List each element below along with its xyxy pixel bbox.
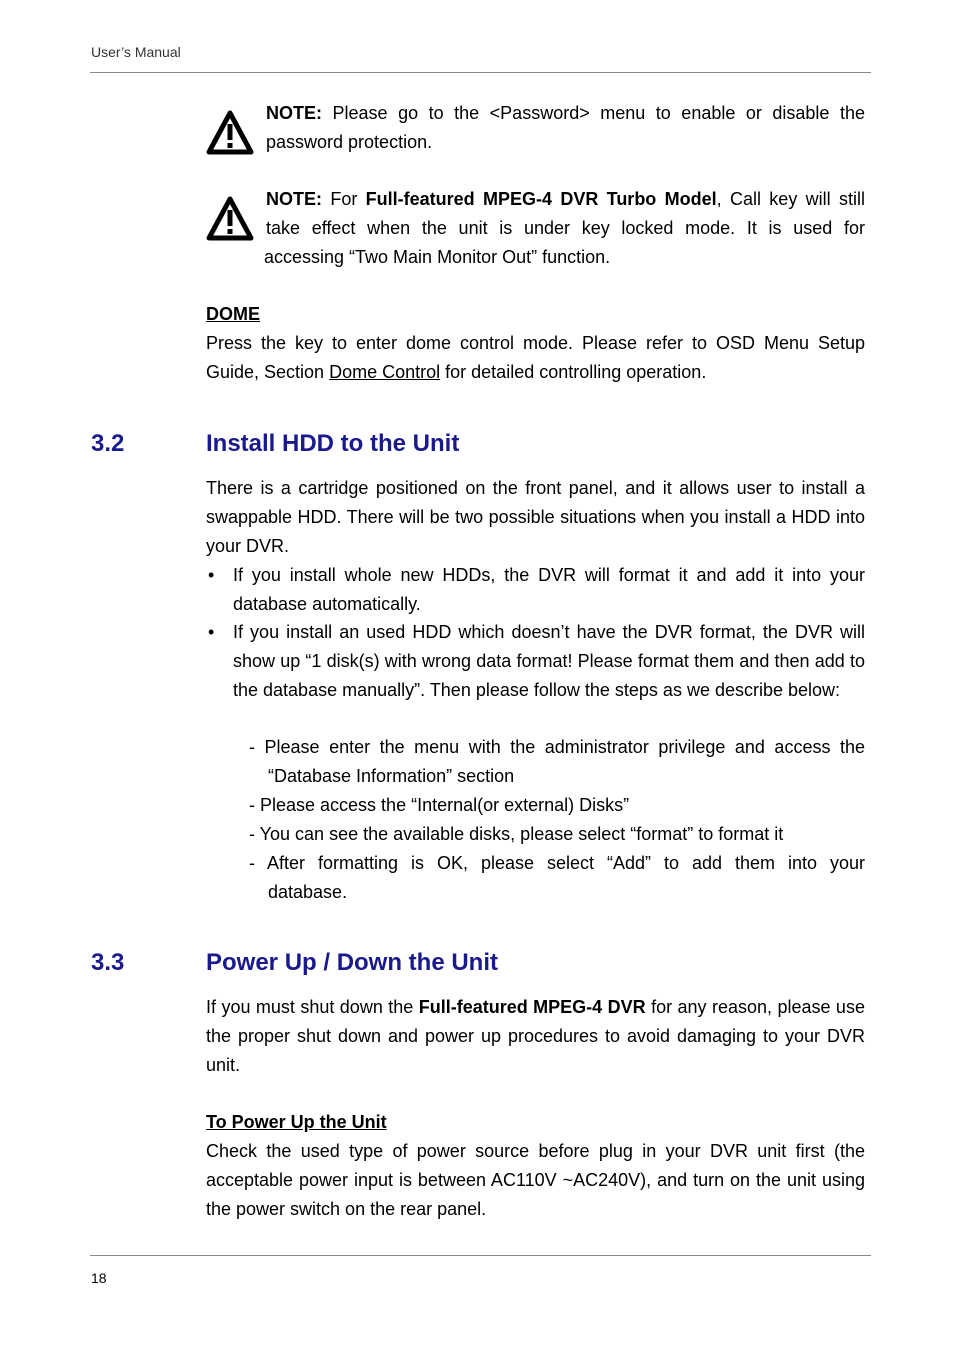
- dome-control-link[interactable]: Dome Control: [329, 362, 441, 382]
- section-intro: [206, 993, 865, 1080]
- warning-icon: [206, 196, 254, 242]
- section-title: Power Up / Down the Unit: [206, 949, 498, 976]
- bullet-item: If you install whole new HDDs, the DVR will format it and add it into your database automatically.: [233, 565, 865, 614]
- step-item: - Please enter the menu with the administrator privilege and access the: [249, 737, 865, 757]
- power-up-paragraph: Check the used type of power source before plug in your DVR unit first (the acceptable power input is between AC110V ~AC240V), and turn on the unit using the power switch on the rear panel.: [206, 1141, 865, 1219]
- warning-icon: [206, 110, 254, 156]
- model-name: Full-featured MPEG-4 DVR: [418, 997, 646, 1017]
- power-up-heading: To Power Up the Unit: [206, 1112, 387, 1132]
- bullet-marker: •: [208, 565, 215, 585]
- model-name: Full-featured MPEG-4 DVR Turbo Model: [365, 189, 717, 209]
- step-item-continued: database.: [268, 882, 348, 902]
- note-line1-tail: , Call key will still: [716, 189, 865, 209]
- intro-text: If you must shut down the: [206, 997, 414, 1017]
- section-intro: There is a cartridge positioned on the front panel, and it allows user to install a swappable HDD. There will be two possible situations when you install a HDD into your DVR.: [206, 478, 865, 556]
- step-item: - After formatting is OK, please select “Add” to add them into your: [249, 853, 865, 873]
- note-password: [266, 99, 865, 157]
- section-title: Install HDD to the Unit: [206, 430, 460, 457]
- note-label: NOTE:: [266, 189, 322, 209]
- bullet-item: If you install an used HDD which doesn’t have the DVR format, the DVR will show up “1 disk(s) with wrong data format! Please format them and then add to the database manually”. Then please follow the steps as we describe below:: [233, 622, 865, 700]
- dome-heading: DOME: [206, 304, 260, 324]
- dome-text-after: for detailed controlling operation.: [445, 362, 707, 382]
- step-item: - You can see the available disks, please select “format” to format it: [249, 824, 784, 844]
- section-number: 3.3: [91, 949, 125, 976]
- dome-text: Press the key to enter dome control mode. Please refer to OSD Menu Setup Guide, Section: [206, 333, 865, 382]
- header-title: User’s Manual: [91, 44, 181, 60]
- note-text: Please go to the <Password> menu to enable or disable the password protection.: [266, 103, 865, 152]
- bullet-marker: •: [208, 622, 215, 642]
- section-number: 3.2: [91, 430, 125, 457]
- note-call-key-line1: [266, 185, 865, 214]
- note-label: NOTE:: [266, 103, 322, 123]
- intro-text-after: for any reason, please use the proper shut down and power up procedures to avoid damaging to your DVR unit.: [206, 997, 865, 1075]
- note-call-key-line2: take effect when the unit is under key locked mode. It is used for: [266, 218, 865, 238]
- note-call-key-line3: accessing “Two Main Monitor Out” function.: [264, 247, 611, 267]
- header-divider: [90, 72, 871, 73]
- footer-divider: [90, 1255, 871, 1256]
- step-item: - Please access the “Internal(or external) Disks”: [249, 795, 630, 815]
- note-pre: For: [330, 189, 358, 209]
- step-item-continued: “Database Information” section: [268, 766, 515, 786]
- dome-paragraph: [206, 329, 865, 387]
- page-number: 18: [91, 1270, 107, 1286]
